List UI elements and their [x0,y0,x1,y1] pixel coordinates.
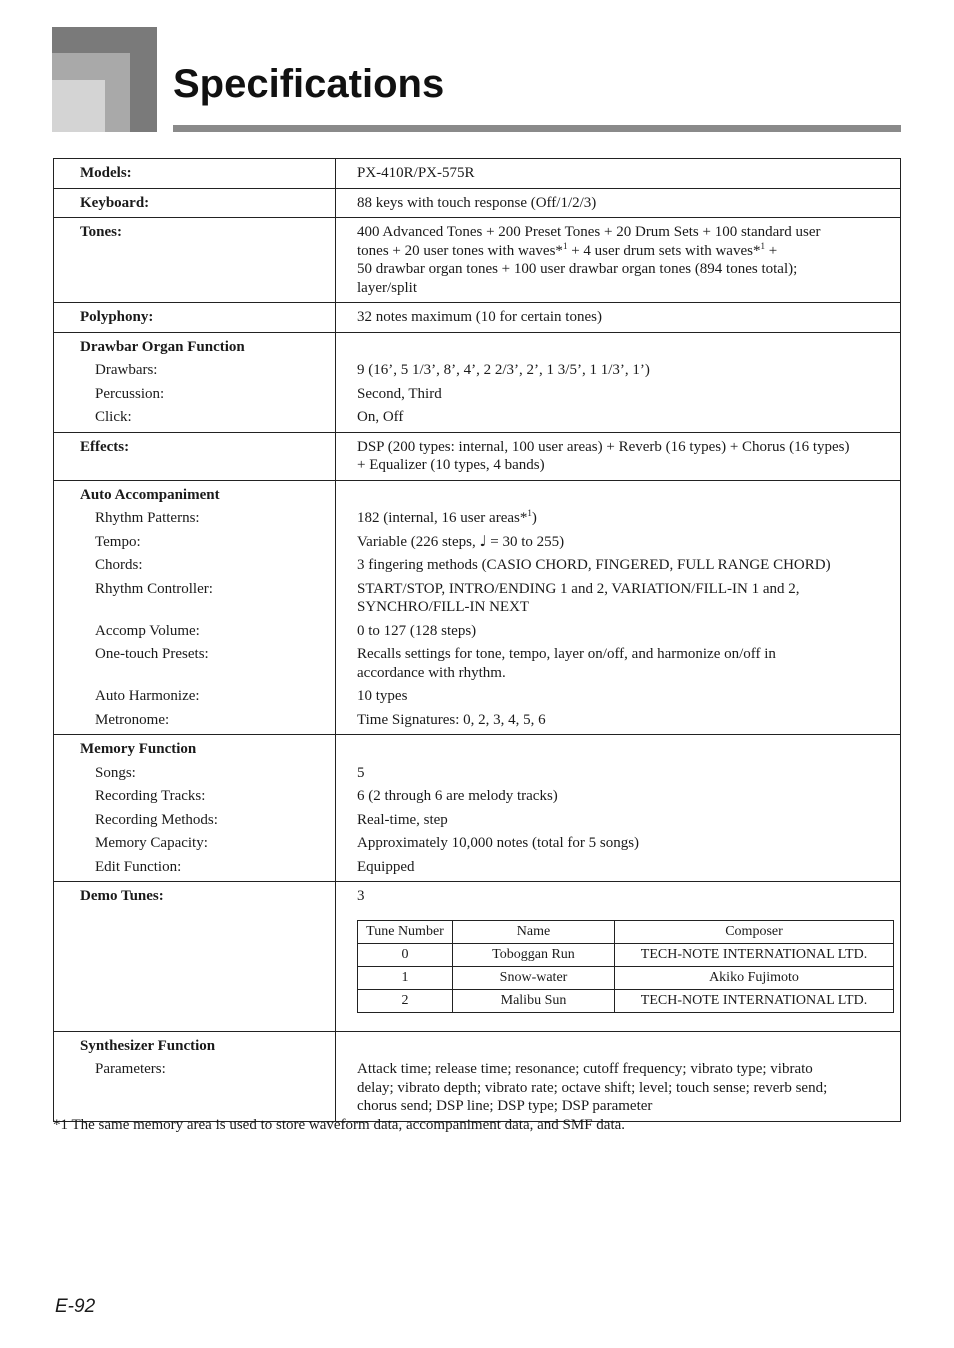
text-span: + 4 user drum sets with waves* [567,242,761,259]
sub-label: Tempo: [95,533,141,550]
spec-row-drawbar [54,332,901,432]
section-heading: Memory Function [80,741,197,757]
demo-tunes-table [357,920,894,1013]
spec-label: Polyphony: [54,303,336,333]
text-span: + [764,242,778,259]
spec-label [54,735,336,882]
table-cell: 1 [358,966,453,989]
spec-row-keyboard [54,188,901,218]
sub-label: One-touch Presets: [95,646,209,662]
sub-label: Auto Harmonize: [95,688,200,704]
effects-line-1: DSP (200 types: internal, 100 user areas) + Reverb (16 types) + Chorus (16 types) [357,438,850,455]
spec-label: Tones: [54,218,336,303]
spec-value [336,432,901,480]
table-cell: Malibu Sun [453,989,615,1012]
specifications-table [53,158,901,1122]
spec-row-polyphony [54,303,901,333]
table-cell: TECH-NOTE INTERNATIONAL LTD. [615,989,894,1012]
title-underline [173,125,901,132]
text-line: START/STOP, INTRO/ENDING 1 and 2, VARIATION/FILL-IN 1 and 2, [357,580,800,597]
spec-label: Keyboard: [54,188,336,218]
section-heading: Synthesizer Function [80,1037,216,1054]
header-corner-light [52,80,105,132]
sub-value [357,533,894,552]
table-cell: TECH-NOTE INTERNATIONAL LTD. [615,943,894,966]
spec-row-auto-accompaniment [54,480,901,735]
sub-label: Click: [95,409,132,425]
sub-value: On, Off [357,409,404,425]
spec-label [54,480,336,735]
table-row [358,966,894,989]
spec-value [336,735,901,882]
sub-value [357,509,894,528]
column-header: Tune Number [358,920,453,943]
text-line: chorus send; DSP line; DSP type; DSP parameter [357,1098,653,1114]
sub-label: Memory Capacity: [95,835,208,851]
text-line: Recalls settings for tone, tempo, layer on/off, and harmonize on/off in [357,646,776,662]
tones-line-3: 50 drawbar organ tones + 100 user drawbar organ tones (894 tones total); [357,261,798,277]
spec-label [54,1031,336,1121]
footnote-ref: 1 [527,508,532,518]
footnote: *1 The same memory area is used to store waveform data, accompaniment data, and SMF data. [53,1117,626,1133]
sub-label: Chords: [95,557,143,573]
sub-value: 0 to 127 (128 steps) [357,622,477,639]
spec-label: Models: [54,159,336,189]
sub-value: Real-time, step [357,811,448,828]
footnote-ref: 1 [562,240,568,251]
table-row [358,989,894,1012]
text-span: tones + 20 user tones with waves* [357,242,563,259]
sub-label: Rhythm Patterns: [95,510,200,526]
sub-value [357,1060,894,1116]
effects-line-2: + Equalizer (10 types, 4 bands) [357,457,545,473]
sub-value [357,580,894,617]
column-header: Name [453,920,615,943]
column-header: Composer [615,920,894,943]
spec-value: PX-410R/PX-575R [336,159,901,189]
sub-label: Recording Methods: [95,811,218,828]
text-line: delay; vibrato depth; vibrato rate; octave shift; level; touch sense; reverb send; [357,1079,828,1096]
sub-label: Rhythm Controller: [95,580,213,597]
tones-line-1: 400 Advanced Tones + 200 Preset Tones + 20 Drum Sets + 100 standard user [357,224,821,240]
spec-row-synthesizer [54,1031,901,1121]
text-span: 182 (internal, 16 user areas* [357,510,528,526]
sub-label: Recording Tracks: [95,788,206,804]
table-row [358,943,894,966]
page-number: E-92 [55,1296,96,1317]
text-span: ) [531,510,537,526]
text-line: accordance with rhythm. [357,664,506,681]
table-cell: 0 [358,943,453,966]
sub-value: Approximately 10,000 notes (total for 5 songs) [357,835,640,851]
text-span: = 30 to 255) [486,533,565,550]
demo-count: 3 [357,888,365,904]
spec-row-effects [54,432,901,480]
spec-row-tones [54,218,901,303]
table-cell: Snow-water [453,966,615,989]
text-span: Variable (226 steps, [357,533,480,550]
spec-row-demo-tunes [54,882,901,1032]
table-cell: 2 [358,989,453,1012]
sub-value: Second, Third [357,385,442,402]
spec-row-memory [54,735,901,882]
text-line: Attack time; release time; resonance; cutoff frequency; vibrato type; vibrato [357,1061,813,1077]
spec-value [336,1031,901,1121]
quarter-note-icon: ♩ [479,531,487,550]
sub-label: Drawbars: [95,362,158,378]
spec-value [336,882,901,1032]
sub-value [357,645,894,682]
spec-label: Effects: [54,432,336,480]
spec-value [336,332,901,432]
sub-value: Time Signatures: 0, 2, 3, 4, 5, 6 [357,711,546,728]
sub-value: 3 fingering methods (CASIO CHORD, FINGERED, FULL RANGE CHORD) [357,557,831,573]
spec-label [54,332,336,432]
table-cell: Akiko Fujimoto [615,966,894,989]
sub-label: Edit Function: [95,858,182,875]
sub-label: Metronome: [95,711,170,728]
spec-label: Demo Tunes: [54,882,336,1032]
section-heading: Drawbar Organ Function [80,338,245,355]
sub-label: Parameters: [95,1061,166,1077]
sub-label: Percussion: [95,385,165,402]
text-line: SYNCHRO/FILL-IN NEXT [357,599,530,615]
sub-label: Accomp Volume: [95,622,200,639]
section-heading: Auto Accompaniment [80,486,220,503]
tones-line-2 [357,242,894,261]
sub-value: 9 (16’, 5 1/3’, 8’, 4’, 2 2/3’, 2’, 1 3/5’, 1 1/3’, 1’) [357,362,650,378]
footnote-ref: 1 [760,240,765,251]
sub-value: Equipped [357,858,415,875]
demo-table-header [358,920,894,943]
sub-label: Songs: [95,764,136,781]
sub-value: 6 (2 through 6 are melody tracks) [357,788,558,804]
sub-value: 10 types [357,688,408,704]
table-cell: Toboggan Run [453,943,615,966]
spec-value [336,480,901,735]
tones-line-4: layer/split [357,279,417,296]
sub-value: 5 [357,764,365,781]
spec-row-models [54,159,901,189]
spec-value: 88 keys with touch response (Off/1/2/3) [336,188,901,218]
spec-value: 32 notes maximum (10 for certain tones) [336,303,901,333]
page-title: Specifications [173,62,445,106]
spec-value [336,218,901,303]
